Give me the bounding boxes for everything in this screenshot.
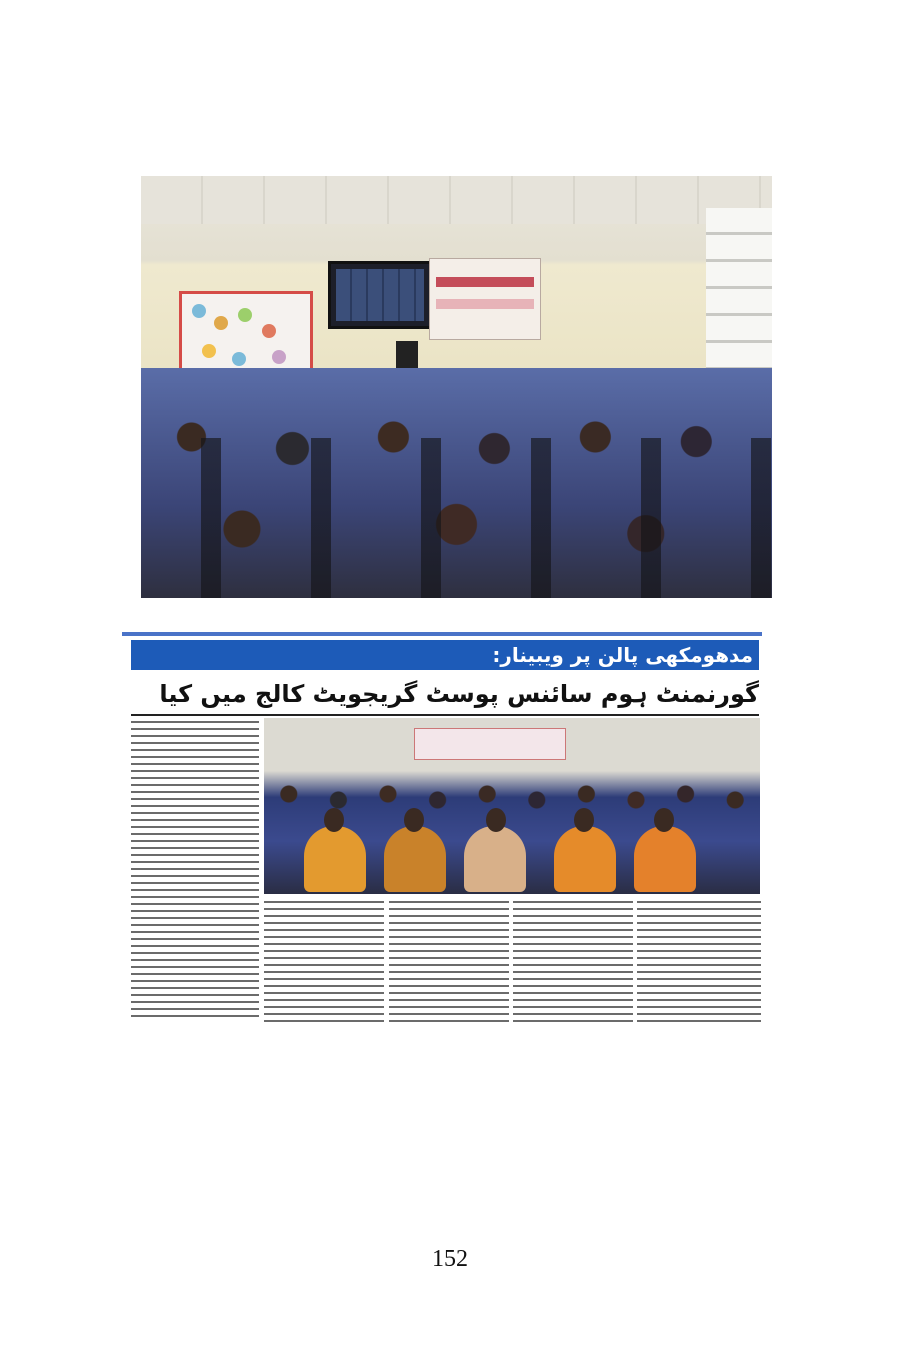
ceiling bbox=[141, 176, 772, 224]
clipping-header-bar bbox=[131, 640, 759, 670]
article-text-block bbox=[264, 898, 384, 1022]
clipping-top-rule bbox=[122, 632, 762, 636]
guest-seat bbox=[304, 826, 366, 892]
newspaper-clipping bbox=[122, 632, 762, 1022]
guest-seat bbox=[554, 826, 616, 892]
seminar-photo bbox=[141, 176, 772, 598]
article-text-block bbox=[512, 898, 633, 1022]
article-text-block bbox=[388, 898, 509, 1022]
window bbox=[706, 208, 772, 378]
tv-screen bbox=[328, 261, 432, 329]
guest-seat bbox=[384, 826, 446, 892]
page-number: 152 bbox=[432, 1246, 468, 1272]
event-banner bbox=[429, 258, 541, 340]
article-columns bbox=[264, 898, 760, 1022]
guest-seat bbox=[464, 826, 526, 892]
clipping-photo bbox=[264, 718, 760, 894]
clipping-headline: گورنمنٹ ہوم سائنس پوسٹ گریجویٹ کالج میں کیا bbox=[131, 674, 759, 716]
article-text-block bbox=[636, 898, 761, 1022]
chairs bbox=[141, 438, 772, 598]
guest-seat bbox=[634, 826, 696, 892]
article-text-block bbox=[131, 718, 259, 1018]
clipping-header: مدھومکھی پالن پر ویبینار: bbox=[492, 643, 753, 667]
article-column-left bbox=[131, 718, 259, 1018]
clipping-photo-banner bbox=[414, 728, 566, 760]
